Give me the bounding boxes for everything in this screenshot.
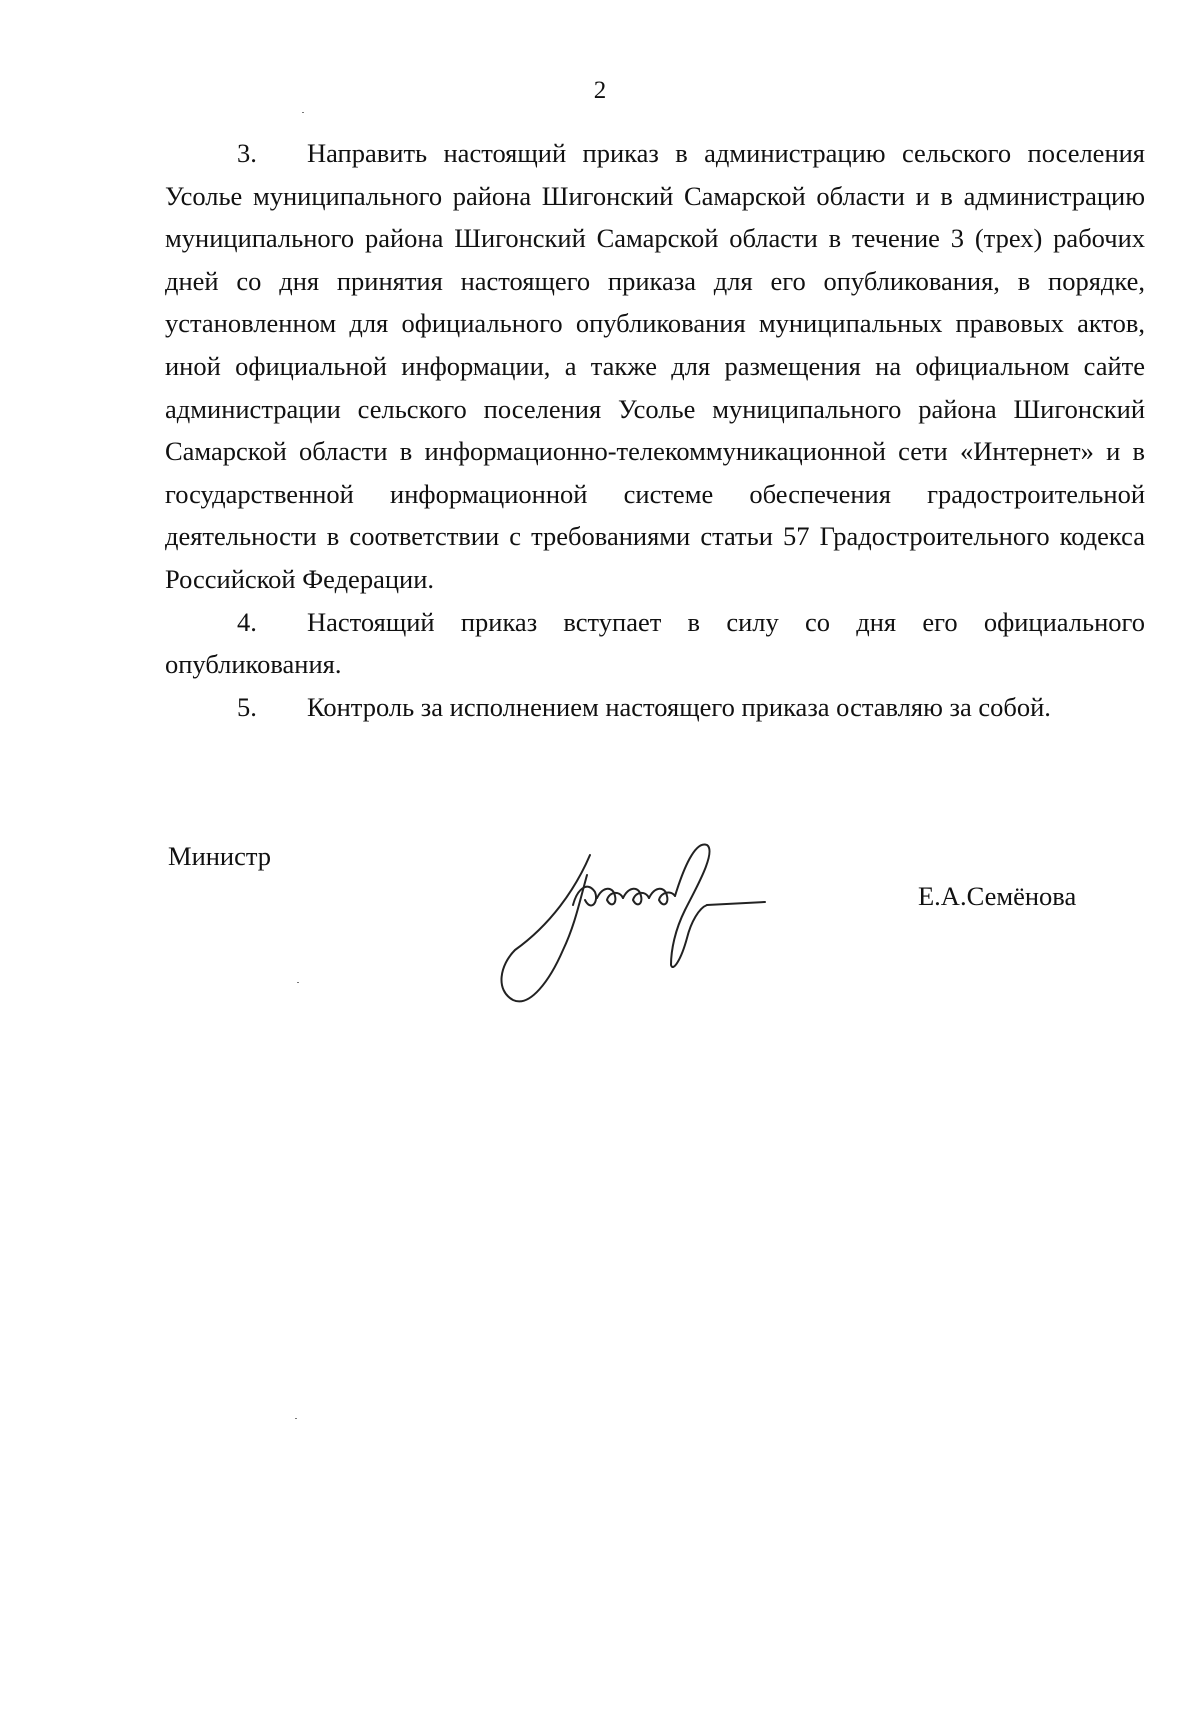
paragraph-number: 3. — [237, 138, 257, 168]
paragraph-text: Настоящий приказ вступает в силу со дня его официального опубликования. — [165, 606, 1145, 680]
scan-speck — [302, 112, 304, 113]
paragraph-number: 5. — [237, 691, 257, 722]
paragraph-text: Контроль за исполнением настоящего приказа оставляю за собой. — [307, 691, 1051, 722]
paragraph-number: 4. — [237, 606, 257, 637]
scan-speck — [297, 982, 299, 983]
page-number: 2 — [593, 77, 607, 104]
signatory-name: Е.А.Семёнова — [918, 881, 1077, 911]
signatory-title: Министр — [168, 841, 272, 871]
paragraph-text: Направить настоящий приказ в администрацию сельского поселения Усолье муниципального района Шигонский Самарской области и в администрацию муниципального района Шигонский Самарской области в течение 3 (трех) рабочих дней со дня принятия настоящего приказа для его опубликования, в порядке, установленном для официального опубликования муниципальных правовых актов, иной официальной информации, а также для размещения на официальном сайте администрации сельского поселения Усолье муниципального района Шигонский Самарской области в информационно-телекоммуникационной сети «Интернет» и в государственной информационной системе обеспечения градостроительной деятельности в соответствии с требованиями статьи 57 Градостроительного кодекса Российской Федерации. — [165, 138, 1145, 594]
paragraph-4 — [165, 601, 1145, 686]
scan-speck — [295, 1418, 297, 1419]
handwritten-signature — [495, 830, 835, 1010]
document-body — [165, 132, 1145, 728]
paragraph-5 — [165, 686, 1145, 729]
paragraph-3 — [165, 132, 1145, 601]
